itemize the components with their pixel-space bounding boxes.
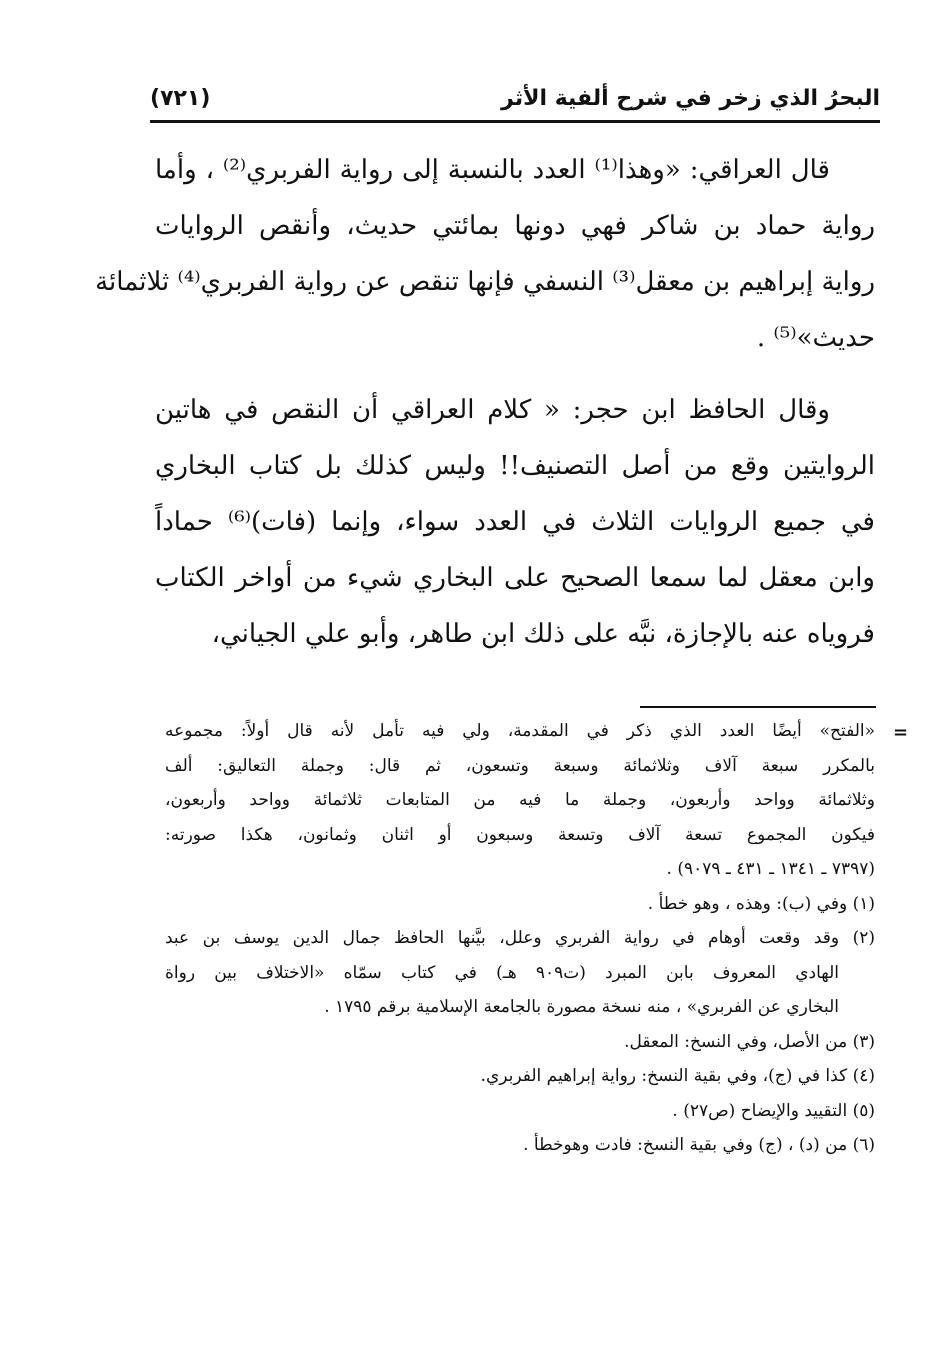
footnote-5: (٥) التقييد والإيضاح (ص٢٧) . xyxy=(672,1100,875,1121)
text-line: في جميع الروايات الثلاث في العدد سواء، وإنما (فات)⁽⁶⁾ حماداً xyxy=(155,507,875,537)
footnote-2-line: البخاري عن الفربري» ، منه نسخة مصورة بالجامعة الإسلامية برقم ١٧٩٥ . xyxy=(324,997,839,1017)
text-line: قال العراقي: «وهذا⁽¹⁾ العدد بالنسبة إلى رواية الفربري⁽²⁾ ، وأما xyxy=(155,155,830,185)
book-title: البحرُ الذي زخر في شرح ألفية الأثر xyxy=(501,86,880,111)
header-rule xyxy=(150,120,880,123)
footnote-carryover-line: بالمكرر سبعة آلاف وثلاثمائة وسبعة وتسعون، ثم قال: وجملة التعاليق: ألف xyxy=(165,755,875,776)
running-header xyxy=(150,82,880,118)
text-line: فروياه عنه بالإجازة، نبَّه على ذلك ابن طاهر، وأبو علي الجياني، xyxy=(211,619,875,649)
text-line: رواية إبراهيم بن معقل⁽³⁾ النسفي فإنها تنقص عن رواية الفربري⁽⁴⁾ ثلاثمائة xyxy=(95,267,875,297)
continuation-mark: = xyxy=(893,722,909,743)
text-line: وقال الحافظ ابن حجر: « كلام العراقي أن النقص في هاتين xyxy=(155,395,830,425)
footnote-2-line: الهادي المعروف بابن المبرد (ت٩٠٩ هـ) في كتاب سمّاه «الاختلاف بين رواة xyxy=(165,962,839,983)
text-line: وابن معقل لما سمعا الصحيح على البخاري شيء من أواخر الكتاب xyxy=(155,563,875,593)
footnote-4: (٤) كذا في (ج)، وفي بقية النسخ: رواية إبراهيم الفربري. xyxy=(480,1066,875,1086)
page-number: (٧٢١) xyxy=(150,86,211,111)
footnote-1: (١) وفي (ب): وهذه ، وهو خطأ . xyxy=(647,893,875,914)
footnote-3: (٣) من الأصل، وفي النسخ: المعقل. xyxy=(624,1031,875,1052)
text-line: حديث»⁽⁵⁾ . xyxy=(756,323,875,353)
footnote-6: (٦) من (د) ، (ج) وفي بقية النسخ: فادت وهوخطأ . xyxy=(523,1135,875,1155)
footnote-carryover-line: «الفتح» أيضًا العدد الذي ذكر في المقدمة، ولي فيه تأمل لأنه قال أولاً: مجموعه xyxy=(165,721,875,741)
paragraph-iraqi-quote xyxy=(95,142,875,366)
text-line: رواية حماد بن شاكر فهي دونها بمائتي حديث، وأنقص الروايات xyxy=(155,211,875,241)
footnotes xyxy=(165,714,875,1163)
footnote-carryover-line: (٧٣٩٧ ـ ١٣٤١ ـ ٤٣١ ـ ٩٠٧٩) . xyxy=(666,859,875,879)
footnote-carryover-line: فيكون المجموع تسعة آلاف وتسعة وسبعون أو اثنان وثمانون، هكذا صورته: xyxy=(165,824,875,845)
footnote-2: (٢) وقد وقعت أوهام في رواية الفربري وعلل، بيَّنها الحافظ جمال الدين يوسف بن عبد xyxy=(165,928,875,948)
footnote-separator xyxy=(640,706,876,708)
text-line: الروايتين وقع من أصل التصنيف!! وليس كذلك بل كتاب البخاري xyxy=(155,451,875,481)
paragraph-ibn-hajar-quote xyxy=(155,382,875,662)
footnote-carryover-line: وثلاثمائة وواحد وأربعون، وجملة ما فيه من المتابعات ثلاثمائة وواحد وأربعون، xyxy=(165,790,875,810)
